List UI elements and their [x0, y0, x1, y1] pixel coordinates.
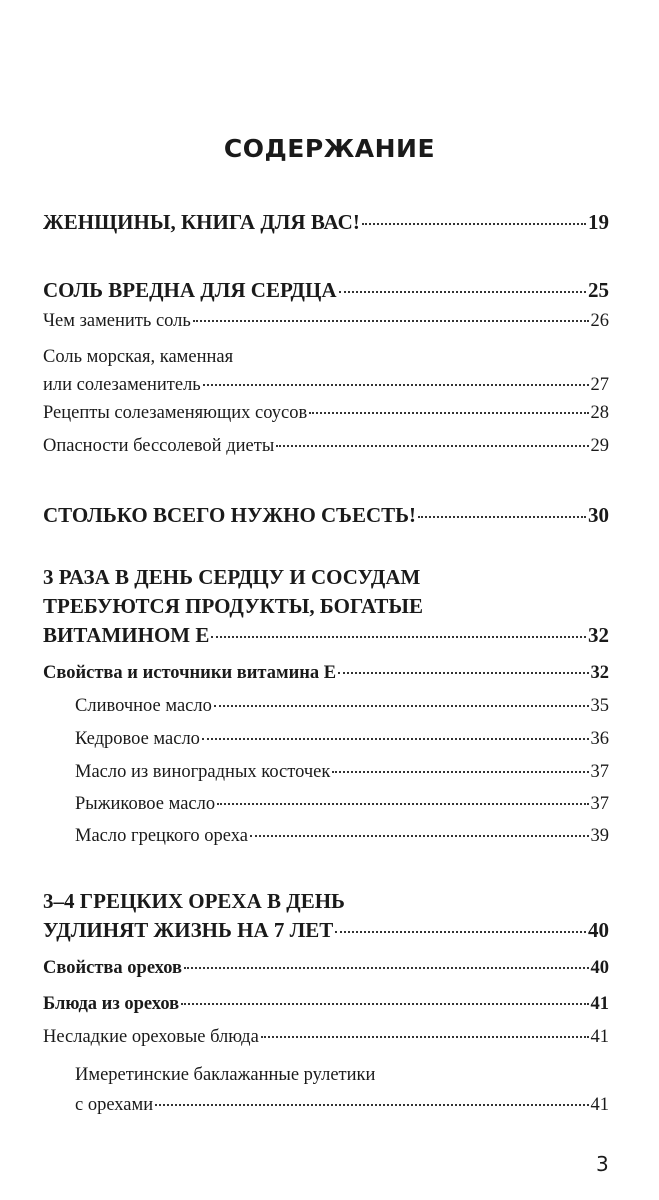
toc-entry-page: 35 [590, 696, 609, 716]
toc-entry-title: Масло из виноградных косточек [75, 762, 331, 782]
toc-entry-page: 37 [590, 794, 609, 814]
toc-entry-page: 39 [590, 826, 609, 846]
toc-entry [43, 663, 609, 684]
toc-entry [75, 794, 609, 815]
toc-entry [75, 696, 609, 717]
dot-leader [184, 967, 588, 969]
dot-leader [217, 803, 588, 805]
toc-entry [43, 278, 609, 303]
toc-entry [43, 563, 609, 650]
toc-entry-page: 40 [588, 918, 609, 942]
dot-leader [214, 705, 589, 707]
toc-entry-title-line: ТРЕБУЮТСЯ ПРОДУКТЫ, БОГАТЫЕ [43, 594, 424, 618]
dot-leader [339, 291, 587, 293]
dot-leader [261, 1036, 589, 1038]
toc-entry-title: Свойства и источники витамина Е [43, 663, 337, 683]
toc-entry [43, 1027, 609, 1048]
toc-entry-page: 27 [590, 375, 609, 395]
toc-entry [75, 826, 609, 847]
toc-entry-title: Несладкие ореховые блюда [43, 1027, 259, 1047]
toc-entry-page: 36 [590, 729, 609, 749]
toc-entry-page: 26 [590, 311, 609, 331]
dot-leader [362, 223, 586, 225]
toc-entry-page: 28 [590, 403, 609, 423]
dot-leader [418, 516, 586, 518]
toc-entry-title: Рецепты солезаменяющих соусов [43, 403, 308, 423]
dot-leader [332, 771, 588, 773]
dot-leader [250, 835, 589, 837]
toc-entry [43, 403, 609, 424]
toc-entry-title: ВИТАМИНОМ Е [43, 623, 210, 647]
toc-entry-page: 30 [588, 503, 609, 527]
dot-leader [309, 412, 588, 414]
toc-entry-title: Опасности бессолевой диеты [43, 436, 275, 456]
toc-entry-title: ЖЕНЩИНЫ, КНИГА ДЛЯ ВАС! [43, 210, 360, 234]
toc-entry-title: с орехами [75, 1095, 154, 1115]
toc-entry-page: 41 [590, 994, 609, 1014]
dot-leader [181, 1003, 588, 1005]
toc-entry [43, 311, 609, 332]
toc-entry [43, 958, 609, 979]
dot-leader [155, 1104, 588, 1106]
toc-entry-page: 29 [590, 436, 609, 456]
toc-entry-title: Блюда из орехов [43, 994, 180, 1014]
toc-entry [43, 210, 609, 235]
page-title: СОДЕРЖАНИЕ [223, 134, 436, 163]
toc-entry-title: Рыжиковое масло [75, 794, 216, 814]
toc-entry-title: СТОЛЬКО ВСЕГО НУЖНО СЪЕСТЬ! [43, 503, 417, 527]
dot-leader [203, 384, 589, 386]
toc-entry [75, 729, 609, 750]
toc-entry-title: Сливочное масло [75, 696, 212, 716]
toc-entry [43, 887, 609, 945]
toc-entry-title: Кедровое масло [75, 729, 200, 749]
toc-entry-title-line: Имеретинские баклажанные рулетики [75, 1065, 376, 1085]
toc-entry-title: Масло грецкого ореха [75, 826, 248, 846]
toc-entry [43, 994, 609, 1015]
dot-leader [338, 672, 588, 674]
toc-entry-page: 40 [590, 958, 609, 978]
toc-entry-page: 19 [588, 210, 609, 234]
toc-entry-title-line: 3–4 ГРЕЦКИХ ОРЕХА В ДЕНЬ [43, 889, 345, 913]
toc-entry-title: УДЛИНЯТ ЖИЗНЬ НА 7 ЛЕТ [43, 918, 334, 942]
toc-entry [43, 503, 609, 528]
dot-leader [335, 931, 586, 933]
toc-entry-page: 41 [590, 1027, 609, 1047]
toc-entry-title: Свойства орехов [43, 958, 183, 978]
toc-entry [43, 343, 609, 399]
toc-entry [75, 762, 609, 783]
toc-entry-title: или солезаменитель [43, 375, 201, 395]
toc-entry-page: 25 [588, 278, 609, 302]
toc-entry [43, 436, 609, 457]
toc-entry-title: Чем заменить соль [43, 311, 191, 331]
toc-entry-page: 32 [588, 623, 609, 647]
toc-entry-title: СОЛЬ ВРЕДНА ДЛЯ СЕРДЦА [43, 278, 337, 302]
toc-entry-title-line: Соль морская, каменная [43, 347, 234, 367]
toc-entry-page: 41 [590, 1095, 609, 1115]
dot-leader [211, 636, 586, 638]
toc-entry-page: 37 [590, 762, 609, 782]
toc-entry [75, 1060, 609, 1120]
toc-entry-page: 32 [590, 663, 609, 683]
page-number: 3 [596, 1152, 609, 1176]
toc-entry-title-line: 3 РАЗА В ДЕНЬ СЕРДЦУ И СОСУДАМ [43, 565, 421, 589]
dot-leader [202, 738, 589, 740]
dot-leader [276, 445, 588, 447]
dot-leader [193, 320, 589, 322]
